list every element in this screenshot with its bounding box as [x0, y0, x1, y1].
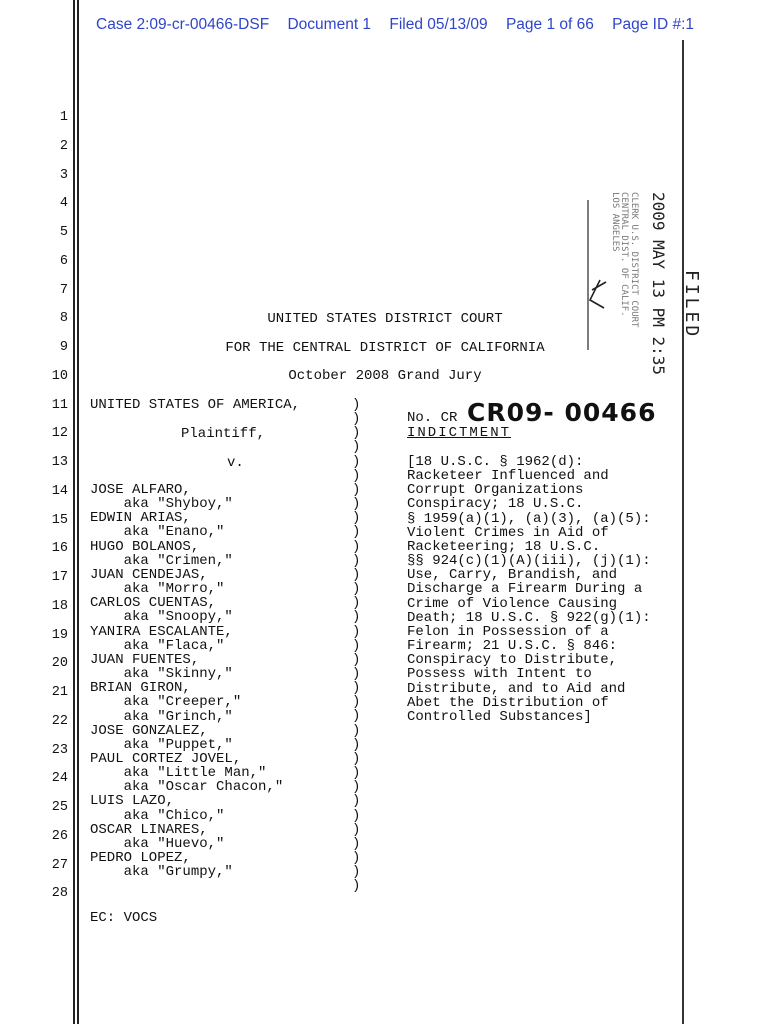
- footer-ec: EC: VOCS: [90, 910, 158, 926]
- plaintiff-name: UNITED STATES OF AMERICA,: [90, 397, 301, 413]
- line-number: 23: [51, 742, 68, 758]
- filed-stamp: FILED: [681, 270, 702, 340]
- signature-mark: [590, 280, 606, 308]
- line-number: 14: [51, 483, 68, 499]
- left-margin-rule: [73, 0, 75, 1024]
- charges-list: [18 U.S.C. § 1962(d): Racketeer Influenced and Corrupt Organizations Conspiracy; 18 U.S.C. § 1959(a)(1), (a)(3), (a)(5): Violent Crimes in Aid of Racketeering; 18 U.S.C. §§ 924(c)(1)(A)(iii), (j)(1): Use, Carry, Brandish, and Discharge a Firearm During a Crime of Violence Causing Death; 18 U.S.C. § 922(g)(1): Felon in Possession of a Firearm; 21 U.S.C. § 846: Conspiracy to Distribute, Possess with Intent to Distribute, and to Aid and Abet the Distribution of Controlled Substances]: [407, 454, 651, 725]
- defendants-list: JOSE ALFARO, aka "Shyboy," EDWIN ARIAS, aka "Enano," HUGO BOLANOS, aka "Crimen," JUAN CENDEJAS, aka "Morro," CARLOS CUENTAS, aka "Snoopy," YANIRA ESCALANTE, aka "Flaca," JUAN FUENTES, aka "Skinny," BRIAN GIRON, aka "Creeper," aka "Grinch," JOSE GONZALEZ, aka "Puppet," PAUL CORTEZ JOVEL, aka "Little Man," aka "Oscar Chacon," LUIS LAZO, aka "Chico," OSCAR LINARES, aka "Huevo," PEDRO LOPEZ, aka "Grumpy,": [90, 482, 284, 881]
- line-number: 8: [59, 311, 68, 327]
- line-number: 7: [59, 282, 68, 298]
- line-number: 10: [51, 368, 68, 384]
- line-number: 24: [51, 771, 68, 787]
- court-district: FOR THE CENTRAL DISTRICT OF CALIFORNIA: [225, 340, 545, 356]
- line-number: 2: [59, 138, 68, 154]
- line-number: 5: [59, 225, 68, 240]
- court-name: UNITED STATES DISTRICT COURT: [267, 311, 503, 327]
- line-number: 13: [51, 455, 68, 470]
- line-number: 3: [59, 167, 68, 183]
- header-case: Case 2:09-cr-00466-DSF: [96, 16, 270, 33]
- line-number: 22: [51, 713, 68, 729]
- stamp-clerk: CLERK U.S. DISTRICT COURT CENTRAL DIST. OF CALIF. LOS ANGELES: [610, 192, 639, 328]
- line-number: 9: [59, 340, 68, 355]
- line-number: 26: [51, 828, 68, 844]
- line-number: 16: [51, 541, 68, 557]
- grand-jury: October 2008 Grand Jury: [288, 368, 482, 384]
- line-number: 12: [51, 426, 68, 442]
- indictment-title: INDICTMENT: [407, 425, 512, 441]
- caption-parentheses: ) ) ) ) ) ) ) ) ) ) ) ) ) ) ) ) ) ) ) ) ) ) ) ) ) ) ) ) ) ) ) ) ) ) ): [352, 397, 361, 895]
- line-number: 17: [51, 570, 68, 585]
- header-page: Page 1 of 66: [505, 16, 594, 33]
- header-page-id: Page ID #:1: [612, 16, 695, 33]
- header-filed: Filed 05/13/09: [389, 16, 488, 33]
- line-number: 6: [59, 253, 68, 269]
- case-number-prefix: No. CR: [407, 410, 458, 426]
- case-number: [407, 398, 656, 427]
- line-number: 18: [51, 598, 68, 614]
- line-number: 1: [59, 110, 68, 125]
- line-number: 11: [51, 397, 68, 413]
- line-number: 25: [51, 800, 68, 815]
- line-number: 20: [51, 656, 68, 672]
- stamp-date: 2009 MAY 13 PM 2:35: [649, 192, 668, 376]
- header-document: Document 1: [287, 16, 372, 33]
- line-number: 19: [51, 627, 68, 643]
- plaintiff-role: Plaintiff,: [181, 426, 266, 442]
- right-margin-rule: [682, 40, 684, 1024]
- versus: v.: [227, 455, 244, 471]
- line-number: 4: [59, 196, 68, 212]
- case-number-stamped: CR09- 00466: [467, 398, 657, 427]
- line-number: 28: [51, 886, 68, 902]
- left-margin-rule-2: [77, 0, 79, 1024]
- line-number: 21: [51, 685, 68, 700]
- line-number: 15: [51, 512, 68, 528]
- line-number: 27: [51, 857, 68, 873]
- document-header: [96, 16, 708, 38]
